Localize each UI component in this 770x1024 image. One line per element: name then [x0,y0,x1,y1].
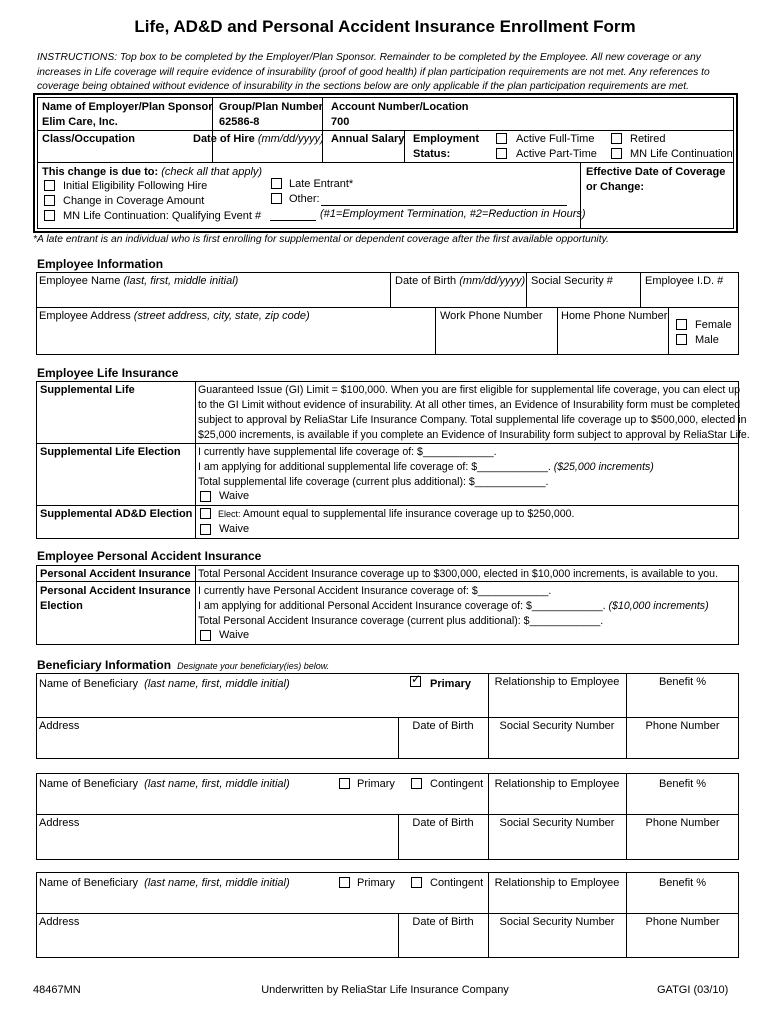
retired-checkbox[interactable] [611,133,622,144]
beneficiary-1-dob-label: Date of Birth [412,720,474,732]
initial-eligibility-checkbox[interactable] [44,180,55,191]
late-entrant-note: *A late entrant is an individual who is first enrolling for supplemental or dependent coverage after the first available opportunity. [33,234,609,245]
pai-heading: Employee Personal Accident Insurance [37,549,262,563]
active-full-time-label: Active Full-Time [516,133,595,145]
mn-life-event-checkbox[interactable] [44,210,55,221]
beneficiary-2-primary-checkbox[interactable] [339,778,350,789]
group-label: Group/Plan Number [219,101,323,113]
change-reason-label: This change is due to: (check all that apply) [42,166,263,178]
active-part-time-checkbox[interactable] [496,148,507,159]
beneficiary-2-name-label: Name of Beneficiary (last name, first, middle initial) [39,778,290,790]
employer-value: Elim Care, Inc. [42,116,118,128]
class-label: Class/Occupation [42,133,135,145]
work-phone-label: Work Phone Number [440,310,543,322]
supp-life-label: Supplemental Life [40,384,135,396]
beneficiary-heading: Beneficiary Information Designate your beneficiary(ies) below. [37,658,330,672]
page-title: Life, AD&D and Personal Accident Insurance Enrollment Form [134,17,636,36]
beneficiary-2-address-label: Address [39,817,80,829]
supp-add-waive-checkbox[interactable] [200,524,211,535]
beneficiary-3-benefit-label: Benefit % [658,877,707,889]
employee-info-heading: Employee Information [37,257,164,271]
supp-add-elect-text: Elect: Amount equal to supplemental life insurance coverage up to $250,000. [218,508,575,520]
supp-life-text-3: subject to approval by ReliaStar Life Insurance Company. Total supplemental life coverage up to $500,000, elected in [198,414,747,426]
pai-election-label-1: Personal Accident Insurance [40,585,191,597]
form-number: 48467MN [33,984,81,996]
effective-date-label-1: Effective Date of Coverage [586,166,726,178]
instructions-line-2: increases in Life coverage will require evidence of insurability (proof of good health) if plan participation requirements are not met. Any references to [37,67,710,78]
beneficiary-3-phone-label: Phone Number [645,916,720,928]
supp-life-current: I currently have supplemental life coverage of: $____________. [198,446,497,458]
employee-address-label: Employee Address (street address, city, state, zip code) [39,310,310,322]
beneficiary-3-primary-checkbox[interactable] [339,877,350,888]
beneficiary-2-benefit-label: Benefit % [658,778,707,790]
event-note: (#1=Employment Termination, #2=Reduction in Hours) [320,208,586,220]
pai-label: Personal Accident Insurance [40,568,191,580]
beneficiary-2-contingent-label: Contingent [430,778,484,790]
supp-life-additional: I am applying for additional supplemental life coverage of: $____________. ($25,000 increments) [198,461,654,473]
hire-date-label: Date of Hire (mm/dd/yyyy) [193,133,324,145]
beneficiary-3-relationship-label: Relationship to Employee [494,877,620,889]
beneficiary-1-address-label: Address [39,720,80,732]
employee-name-label: Employee Name (last, first, middle initial) [39,275,239,287]
status-label-2: Status: [413,148,451,160]
account-label: Account Number/Location [331,101,469,113]
supp-life-waive-checkbox[interactable] [200,491,211,502]
supp-add-waive-label: Waive [219,523,250,535]
beneficiary-3-contingent-label: Contingent [430,877,484,889]
life-insurance-heading: Employee Life Insurance [37,366,179,380]
mn-life-continuation-checkbox[interactable] [611,148,622,159]
pai-text: Total Personal Accident Insurance coverage up to $300,000, elected in $10,000 increments, is available to you. [198,568,719,580]
beneficiary-2-ssn-label: Social Security Number [499,817,615,829]
supp-add-elect-checkbox[interactable] [200,508,211,519]
initial-eligibility-label: Initial Eligibility Following Hire [63,180,208,192]
pai-election-label-2: Election [40,600,83,612]
supp-life-election-label: Supplemental Life Election [40,446,181,458]
supp-add-election-label: Supplemental AD&D Election [40,508,193,520]
form-code: GATGI (03/10) [657,984,729,996]
beneficiary-1-ssn-label: Social Security Number [499,720,615,732]
underwriter-note: Underwritten by ReliaStar Life Insurance Company [261,984,509,996]
pai-waive-label: Waive [219,629,250,641]
active-full-time-checkbox[interactable] [496,133,507,144]
supp-life-waive-label: Waive [219,490,250,502]
beneficiary-2-dob-label: Date of Birth [412,817,474,829]
retired-label: Retired [630,133,666,145]
male-label: Male [695,334,719,346]
other-label: Other: [289,193,320,205]
employee-ssn-label: Social Security # [531,275,613,287]
mn-life-event-label: MN Life Continuation: Qualifying Event # [63,210,262,222]
beneficiary-1-relationship-label: Relationship to Employee [494,676,620,688]
pai-additional: I am applying for additional Personal Accident Insurance coverage of: $____________. ($10,000 increments) [198,600,709,612]
late-entrant-checkbox[interactable] [271,178,282,189]
instructions-line-1: INSTRUCTIONS: Top box to be completed by the Employer/Plan Sponsor. Remainder to be completed by the Employee. All new coverage or any [37,52,701,63]
beneficiary-3-ssn-label: Social Security Number [499,916,615,928]
beneficiary-3-contingent-checkbox[interactable] [411,877,422,888]
beneficiary-1-name-label: Name of Beneficiary (last name, first, middle initial) [39,678,290,690]
beneficiary-2-relationship-label: Relationship to Employee [494,778,620,790]
employee-dob-label: Date of Birth (mm/dd/yyyy) [395,275,526,287]
salary-label: Annual Salary [331,133,405,145]
account-value: 700 [331,116,350,128]
beneficiary-1-phone-label: Phone Number [645,720,720,732]
mn-life-continuation-label: MN Life Continuation [630,148,733,160]
beneficiary-1-primary-label: Primary [430,678,471,690]
male-checkbox[interactable] [676,334,687,345]
beneficiary-3-dob-label: Date of Birth [412,916,474,928]
instructions-line-3: coverage being obtained without evidence of insurability in the sections below are only applicable if the plan participation requirements are met. [37,81,689,92]
change-coverage-checkbox[interactable] [44,195,55,206]
supp-life-text-2: to the GI Limit without evidence of insurability. At all other times, an Evidence of Insurability form must be completed [198,399,741,411]
status-label-1: Employment [413,133,480,145]
female-label: Female [695,319,732,331]
late-entrant-label: Late Entrant* [289,178,354,190]
change-coverage-label: Change in Coverage Amount [63,195,205,207]
beneficiary-2-primary-label: Primary [357,778,395,790]
group-value: 62586-8 [219,116,260,128]
other-checkbox[interactable] [271,193,282,204]
supp-life-text-1: Guaranteed Issue (GI) Limit = $100,000. When you are first eligible for supplemental life coverage, you can elect up [198,384,741,396]
supp-life-total: Total supplemental life coverage (current plus additional): $____________. [198,476,549,488]
beneficiary-1-benefit-label: Benefit % [658,676,707,688]
female-checkbox[interactable] [676,319,687,330]
effective-date-label-2: or Change: [586,181,645,193]
beneficiary-1-check-mark: ✓ [411,672,422,686]
active-part-time-label: Active Part-Time [516,148,597,160]
beneficiary-3-name-label: Name of Beneficiary (last name, first, middle initial) [39,877,290,889]
beneficiary-3-primary-label: Primary [357,877,395,889]
pai-waive-checkbox[interactable] [200,630,211,641]
beneficiary-2-contingent-checkbox[interactable] [411,778,422,789]
home-phone-label: Home Phone Number [561,310,668,322]
other-input-line[interactable] [321,205,567,206]
employee-id-label: Employee I.D. # [645,275,724,287]
supp-life-text-4: $25,000 increments, is available if you complete an Evidence of Insurability form subject to approval by ReliaStar Life. [198,429,750,441]
pai-current: I currently have Personal Accident Insurance coverage of: $____________. [198,585,552,597]
pai-total: Total Personal Accident Insurance coverage (current plus additional): $____________. [198,615,604,627]
beneficiary-3-address-label: Address [39,916,80,928]
employer-label: Name of Employer/Plan Sponsor [42,101,213,113]
beneficiary-2-phone-label: Phone Number [645,817,720,829]
